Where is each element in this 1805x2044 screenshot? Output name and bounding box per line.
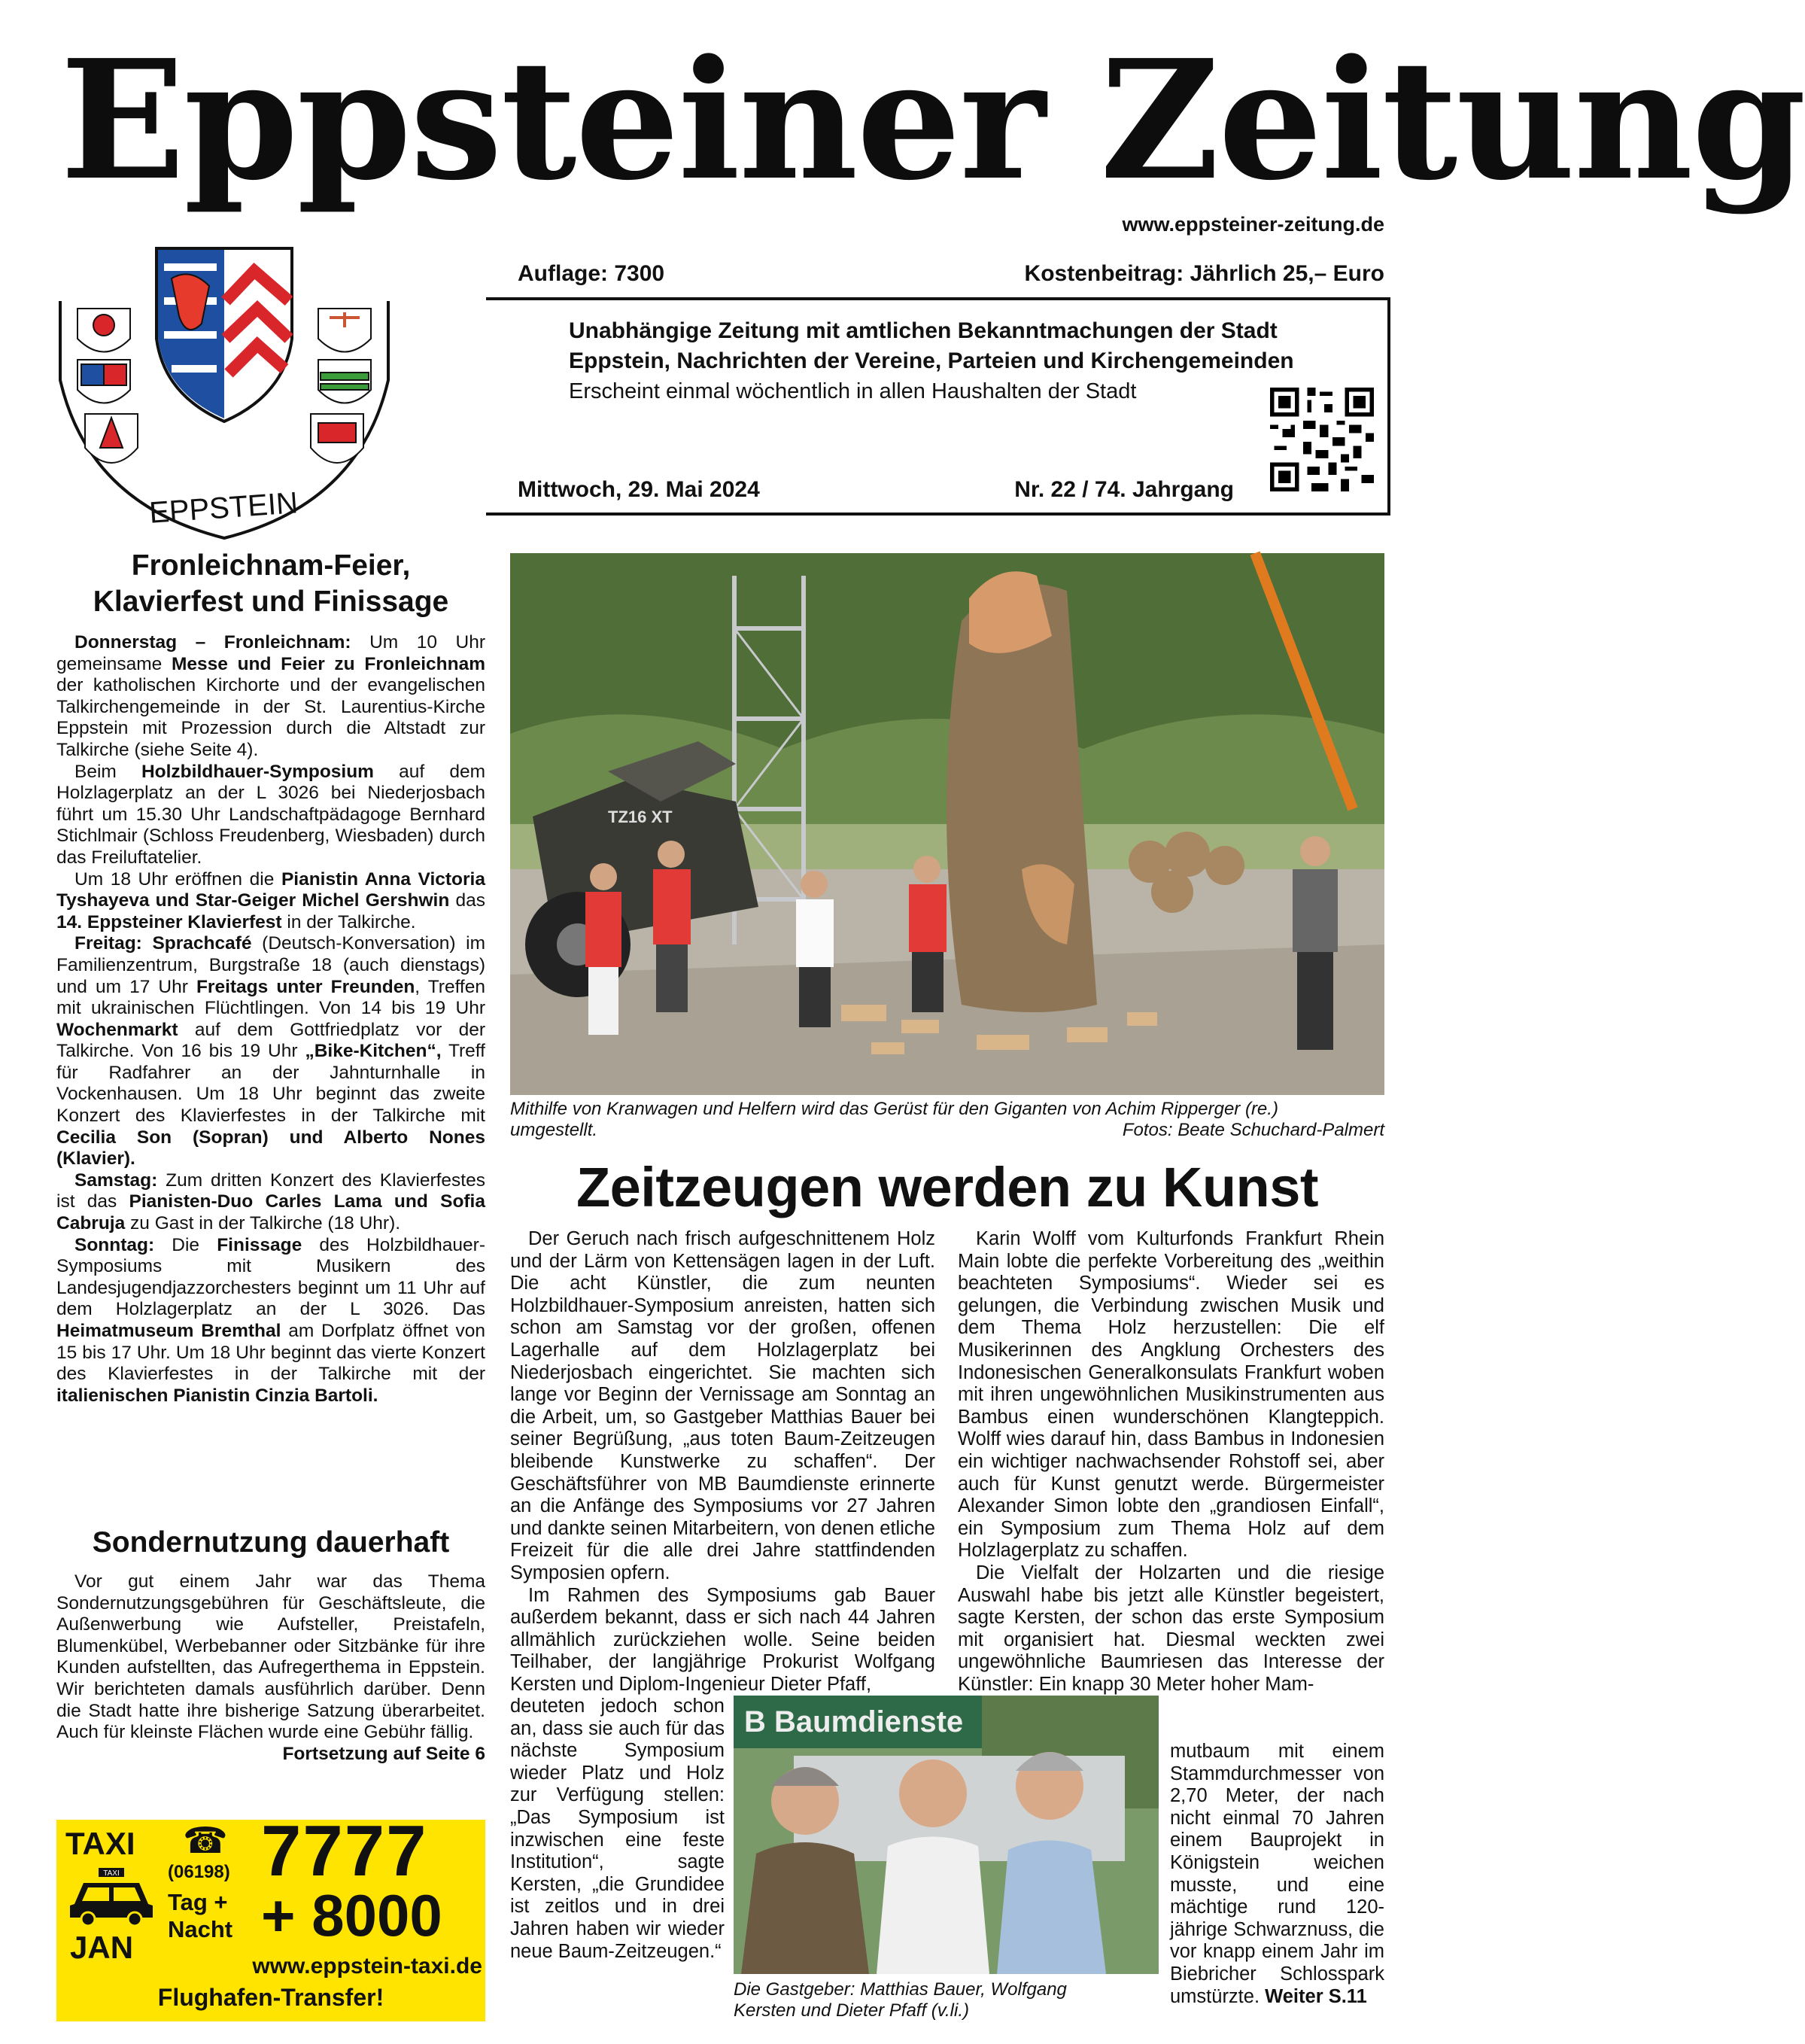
eppstein-crest-emblem <box>59 226 390 542</box>
jan-label: JAN <box>70 1930 134 1965</box>
taxi-transfer: Flughafen-Transfer! <box>157 1984 384 2011</box>
taxi-number-2[interactable]: + 8000 <box>261 1882 442 1948</box>
newspaper-title: Eppsteiner Zeitung <box>60 24 1805 217</box>
main-headline: Zeitzeugen werden zu Kunst <box>576 1156 1319 1218</box>
main-article-col1: Der Geruch nach frisch aufgeschnittenem Holz und der Lärm von Kettensägen lagen in der Luft. Die acht Künstler, die zum neunten Holzbildhauer-Symposium anreisten, hatten sich schon am Samstag vor der großen, offenen Lagerhalle auf dem Holzlagerplatz bei Niederjosbach eingerichtet. Sie machten sich lange vor Beginn der Vernissage am Sonntag an die Arbeit, um, so Gastgeber Matthias Bauer bei seiner Begrüßung, „aus toten Baum-Zeitzeugen bleibende Kunstwerke zu schaffen“. Der Geschäftsführer von MB Baumdienste erinnerte an die Anfänge des Symposiums vor 27 Jahren und dankte seinen Mitarbeitern, von denen etliche Freizeit für die alle drei Jahre stattfindenden Symposien opfern. Im Rahmen des Symposiums gab Bauer außerdem bekannt, dass er sich nach 44 Jahren allmählich zurückziehen wolle. Seine beiden Teilhaber, der langjährige Prokurist Wolfgang Kersten und Diplom-Ingenieur Dieter Pfaff, <box>510 1228 935 1695</box>
tagline-bold: Unabhängige Zeitung mit amtlichen Bekanntmachungen der Stadt Eppstein, Nachrichten der Vereine, Parteien und Kirchengemeinden <box>569 318 1294 373</box>
sonder-article-headline: Sondernutzung dauerhaft <box>92 1526 450 1559</box>
sonder-continued[interactable]: Fortsetzung auf Seite 6 <box>282 1743 485 1764</box>
qr-code-icon[interactable] <box>1270 388 1374 491</box>
photo-credit: Fotos: Beate Schuchard-Palmert <box>1122 1120 1384 1140</box>
hosts-photo <box>734 1696 1159 1974</box>
newspaper-website[interactable]: www.eppsteiner-zeitung.de <box>1122 213 1384 236</box>
taxi-advertisement[interactable] <box>56 1811 485 2021</box>
left-article-body: Donnerstag – Fronleichnam: Um 10 Uhr gemeinsame Messe und Feier zu Fronleichnam der katholischen Kirchorte und der evangelischen Talkirchengemeinde in der St. Laurentius-Kirche Eppstein mit Prozession durch die Altstadt zur Talkirche (siehe Seite 4). Beim Holzbildhauer-Symposium auf dem Holzlagerplatz an der L 3026 bei Niederjosbach führt um 15.30 Uhr Landschaftpädagoge Bernhard Stichlmair (Schloss Freudenberg, Wiesbaden) durch das Freiluftatelier. Um 18 Uhr eröffnen die Pianistin Anna Victoria Tyshayeva und Star-Geiger Michel Gershwin das 14. Eppsteiner Klavierfest in der Talkirche. Freitag: Sprachcafé (Deutsch-Konversation) im Familienzentrum, Burgstraße 18 (auch dienstags) und um 17 Uhr Freitags unter Freunden, Treffen mit ukrainischen Flüchtlingen. Von 14 bis 19 Uhr Wochenmarkt auf dem Gottfriedplatz vor der Talkirche. Von 16 bis 19 Uhr „Bike-Kitchen“, Treff für Radfahrer an der Jahnturnhalle in Vockenhausen. Um 18 Uhr beginnt das zweite Konzert des Klavierfestes in der Talkirche mit Cecilia Son (Sopran) und Alberto Nones (Klavier). Samstag: Zum dritten Konzert des Klavierfestes ist das Pianisten-Duo Carles Lama und Sofia Cabruja zu Gast in der Talkirche (18 Uhr). Sonntag: Die Finissage des Holzbildhauer-Symposiums mit Musikern des Landesjugendjazzorchesters beginnt um 11 Uhr auf dem Holzlagerplatz an der L 3026. Das Heimatmuseum Bremthal am Dorfplatz öffnet von 15 bis 17 Uhr. Um 18 Uhr beginnt das vierte Konzert des Klavierfestes in der Talkirche mit der italienischen Pianistin Cinzia Bartoli. <box>56 632 486 1406</box>
crest-label: EPPSTEIN <box>147 486 299 530</box>
subscription-fee: Kostenbeitrag: Jährlich 25,– Euro <box>1024 261 1384 286</box>
area-code: (06198) <box>168 1862 230 1882</box>
sculpture-symposium-photo <box>510 553 1384 1095</box>
banner-text: B Baumdienste <box>744 1705 964 1738</box>
left-article-headline <box>56 548 485 620</box>
main-article-col1-narrow: deuteten jedoch schon an, dass sie auch für das nächste Symposium wieder Platz und Holz zur Verfügung stellen: „Das Symposium ist inzwischen eine feste Institution“, sagte Kersten, „die Grundidee ist zeitlos und in drei Jahren haben wir wieder neue Baum-Zeitzeugen.“ <box>510 1696 725 1962</box>
hosts-photo-caption: Die Gastgeber: Matthias Bauer, Wolfgang Kersten und Dieter Pfaff (v.li.) <box>734 1979 1067 2021</box>
taxi-car-icon <box>67 1866 156 1927</box>
main-article-col2-narrow: mutbaum mit einem Stammdurchmesser von 2,70 Meter, der nach nicht einmal 70 Jahren einem Bauprojekt in Königstein weichen musste, und eine mächtige rund 120-jährige Schwarznuss, die vor knapp einem Jahr im Biebricher Schlosspark umstürzte. Weiter S.11 <box>1170 1741 1384 2007</box>
main-article-continued[interactable]: Weiter S.11 <box>1265 1985 1367 2007</box>
taxi-label: TAXI <box>65 1826 135 1861</box>
main-article-col2: Karin Wolff vom Kulturfonds Frankfurt Rhein Main lobte die perfekte Vorbereitung des „weithin beachteten Symposiums“. Wieder sei es gelungen, die Verbindung zwischen Musik und dem Thema Holz herzustellen: Die elf Musikerinnen des Angklung Orchesters des Indonesischen Generalkonsulats Frankfurt woben mit ihren ungewöhnlichen Musikinstrumenten aus Bambus einen wunderschönen Klangteppich. Wolff wies darauf hin, dass Bambus in Indonesien ein wichtiger nachwachsender Rohstoff sei, aber auch für Kunst genutzt werde. Bürgermeister Alexander Simon lobte den „grandiosen Einfall“, ein Symposium zum Thema Holz auf dem Holzlagerplatz zu schaffen. Die Vielfalt der Holzarten und die riesige Auswahl habe bis jetzt alle Künstler begeistert, sagte Kersten, der schon das erste Symposium mit organisiert hat. Diesmal weckten zwei ungewöhnliche Baumriesen das Interesse der Künstler: Ein knapp 30 Meter hoher Mam- <box>958 1228 1384 1695</box>
svg-text:TAXI: TAXI <box>103 1869 120 1878</box>
sonder-article-body: Vor gut einem Jahr war das Thema Sondernutzungsgebühren für Geschäftsleute, die Außenwerbung wie Aufsteller, Preistafeln, Blumenkübel, Werbebanner oder Sitzbänke für ihre Kunden aufstellten, das Aufregerthema in Eppstein. Wir berichteten damals ausführlich darüber. Denn die Stadt hatte ihre bisherige Satzung überarbeitet. Auch für kleinste Flächen wurde eine Gebühr fällig. Fortsetzung auf Seite 6 <box>56 1571 485 1764</box>
taxi-number-1[interactable]: 7777 <box>261 1811 428 1891</box>
issue-date: Mittwoch, 29. Mai 2024 <box>518 477 760 502</box>
tagline: Erscheint einmal wöchentlich in allen Haushalten der Stadt <box>569 379 1137 403</box>
loader-label: TZ16 XT <box>608 808 673 826</box>
main-photo-caption: Mithilfe von Kranwagen und Helfern wird das Gerüst für den Giganten von Achim Ripperger (re.) umgestellt. Fotos: Beate Schuchard-Palmert <box>510 1099 1384 1140</box>
left-headline-line2: Klavierfest und Finissage <box>93 586 449 618</box>
tag-nacht: Tag + Nacht <box>168 1889 233 1942</box>
circulation: Auflage: 7300 <box>518 261 665 286</box>
left-headline-line1: Fronleichnam-Feier, <box>131 549 411 582</box>
phone-icon: ☎ <box>183 1821 228 1861</box>
issue-number: Nr. 22 / 74. Jahrgang <box>1014 477 1234 502</box>
taxi-website[interactable]: www.eppstein-taxi.de <box>252 1954 482 1979</box>
